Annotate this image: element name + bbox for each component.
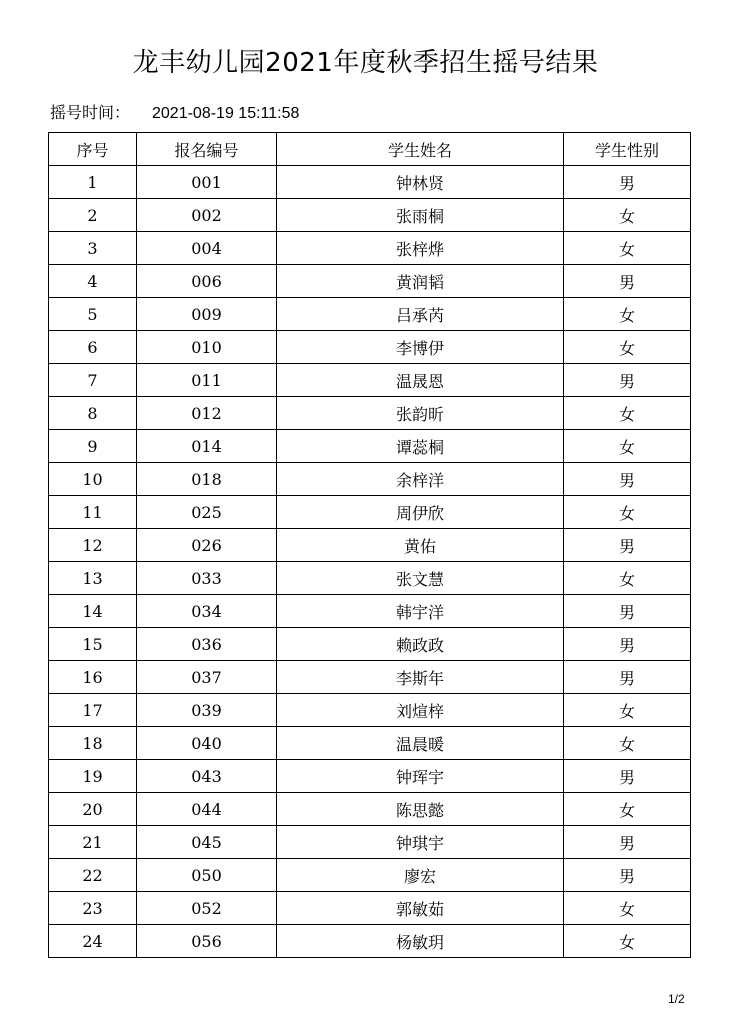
cell-reg-no: 039 [137, 694, 277, 727]
table-row [49, 661, 691, 694]
cell-seq: 13 [49, 562, 137, 595]
table-row [49, 859, 691, 892]
cell-seq: 15 [49, 628, 137, 661]
cell-seq: 7 [49, 364, 137, 397]
table-row [49, 397, 691, 430]
results-table [48, 132, 691, 958]
cell-seq: 18 [49, 727, 137, 760]
cell-student-name: 温晟恩 [277, 364, 564, 397]
cell-seq: 9 [49, 430, 137, 463]
cell-reg-no: 012 [137, 397, 277, 430]
cell-student-name: 张文慧 [277, 562, 564, 595]
cell-reg-no: 045 [137, 826, 277, 859]
cell-reg-no: 002 [137, 199, 277, 232]
cell-student-name: 杨敏玥 [277, 925, 564, 958]
cell-seq: 12 [49, 529, 137, 562]
cell-student-name: 李博伊 [277, 331, 564, 364]
header-seq: 序号 [49, 133, 137, 166]
cell-reg-no: 040 [137, 727, 277, 760]
cell-reg-no: 026 [137, 529, 277, 562]
cell-reg-no: 011 [137, 364, 277, 397]
cell-student-name: 郭敏茹 [277, 892, 564, 925]
cell-seq: 5 [49, 298, 137, 331]
cell-seq: 3 [49, 232, 137, 265]
cell-reg-no: 043 [137, 760, 277, 793]
cell-reg-no: 036 [137, 628, 277, 661]
table-row [49, 925, 691, 958]
cell-seq: 8 [49, 397, 137, 430]
cell-reg-no: 001 [137, 166, 277, 199]
cell-student-name: 刘煊梓 [277, 694, 564, 727]
cell-student-name: 钟林贤 [277, 166, 564, 199]
cell-student-gender: 女 [564, 727, 691, 760]
cell-student-gender: 女 [564, 892, 691, 925]
cell-seq: 22 [49, 859, 137, 892]
cell-student-gender: 女 [564, 496, 691, 529]
header-student-name: 学生姓名 [277, 133, 564, 166]
table-row [49, 892, 691, 925]
cell-student-gender: 男 [564, 265, 691, 298]
cell-seq: 24 [49, 925, 137, 958]
cell-seq: 21 [49, 826, 137, 859]
cell-student-name: 张雨桐 [277, 199, 564, 232]
cell-reg-no: 009 [137, 298, 277, 331]
cell-student-name: 韩宇洋 [277, 595, 564, 628]
header-student-gender: 学生性别 [564, 133, 691, 166]
cell-reg-no: 004 [137, 232, 277, 265]
table-row [49, 628, 691, 661]
cell-seq: 1 [49, 166, 137, 199]
table-row [49, 496, 691, 529]
cell-student-gender: 男 [564, 463, 691, 496]
cell-student-gender: 男 [564, 628, 691, 661]
cell-student-gender: 女 [564, 430, 691, 463]
cell-seq: 17 [49, 694, 137, 727]
cell-student-name: 张梓烨 [277, 232, 564, 265]
document-title: 龙丰幼儿园2021年度秋季招生摇号结果 [132, 48, 599, 78]
cell-student-name: 陈思懿 [277, 793, 564, 826]
table-row [49, 199, 691, 232]
draw-time-label: 摇号时间： [50, 105, 131, 122]
cell-student-gender: 男 [564, 595, 691, 628]
cell-reg-no: 050 [137, 859, 277, 892]
cell-student-name: 钟珲宇 [277, 760, 564, 793]
cell-student-name: 廖宏 [277, 859, 564, 892]
draw-time-value: 2021-08-19 15:11:58 [152, 105, 300, 122]
table-row [49, 793, 691, 826]
table-row [49, 265, 691, 298]
cell-seq: 11 [49, 496, 137, 529]
cell-seq: 16 [49, 661, 137, 694]
cell-student-gender: 女 [564, 331, 691, 364]
cell-reg-no: 010 [137, 331, 277, 364]
cell-seq: 10 [49, 463, 137, 496]
cell-student-name: 余梓洋 [277, 463, 564, 496]
table-row [49, 694, 691, 727]
cell-student-gender: 女 [564, 694, 691, 727]
cell-reg-no: 018 [137, 463, 277, 496]
table-row [49, 430, 691, 463]
table-row [49, 826, 691, 859]
cell-student-name: 吕承芮 [277, 298, 564, 331]
cell-reg-no: 025 [137, 496, 277, 529]
cell-seq: 19 [49, 760, 137, 793]
table-row [49, 331, 691, 364]
cell-student-name: 温晨暖 [277, 727, 564, 760]
cell-student-gender: 女 [564, 298, 691, 331]
table-row [49, 760, 691, 793]
table-row [49, 166, 691, 199]
cell-student-gender: 女 [564, 232, 691, 265]
table-body [49, 166, 691, 958]
cell-student-name: 张韵昕 [277, 397, 564, 430]
cell-student-gender: 男 [564, 760, 691, 793]
table-row [49, 727, 691, 760]
cell-reg-no: 033 [137, 562, 277, 595]
cell-student-gender: 女 [564, 199, 691, 232]
table-row [49, 298, 691, 331]
table-row [49, 463, 691, 496]
cell-reg-no: 056 [137, 925, 277, 958]
cell-student-gender: 女 [564, 793, 691, 826]
cell-reg-no: 052 [137, 892, 277, 925]
cell-student-name: 周伊欣 [277, 496, 564, 529]
cell-student-gender: 男 [564, 529, 691, 562]
cell-student-name: 谭蕊桐 [277, 430, 564, 463]
cell-student-gender: 男 [564, 166, 691, 199]
cell-student-gender: 女 [564, 562, 691, 595]
cell-seq: 2 [49, 199, 137, 232]
cell-student-gender: 女 [564, 397, 691, 430]
cell-reg-no: 014 [137, 430, 277, 463]
page-number: 1/2 [668, 992, 685, 1006]
table-header-row [49, 133, 691, 166]
cell-reg-no: 044 [137, 793, 277, 826]
cell-reg-no: 034 [137, 595, 277, 628]
cell-seq: 6 [49, 331, 137, 364]
cell-student-gender: 女 [564, 925, 691, 958]
cell-student-gender: 男 [564, 826, 691, 859]
cell-student-gender: 男 [564, 859, 691, 892]
cell-seq: 4 [49, 265, 137, 298]
cell-reg-no: 006 [137, 265, 277, 298]
cell-seq: 14 [49, 595, 137, 628]
cell-student-name: 黄润韬 [277, 265, 564, 298]
cell-student-gender: 男 [564, 364, 691, 397]
cell-seq: 20 [49, 793, 137, 826]
draw-time-line [50, 100, 299, 123]
cell-student-gender: 男 [564, 661, 691, 694]
table-row [49, 364, 691, 397]
cell-reg-no: 037 [137, 661, 277, 694]
table-row [49, 595, 691, 628]
cell-student-name: 赖政政 [277, 628, 564, 661]
table-row [49, 562, 691, 595]
cell-student-name: 钟琪宇 [277, 826, 564, 859]
table-row [49, 232, 691, 265]
header-reg-no: 报名编号 [137, 133, 277, 166]
cell-student-name: 李斯年 [277, 661, 564, 694]
table-row [49, 529, 691, 562]
cell-seq: 23 [49, 892, 137, 925]
cell-student-name: 黄佑 [277, 529, 564, 562]
